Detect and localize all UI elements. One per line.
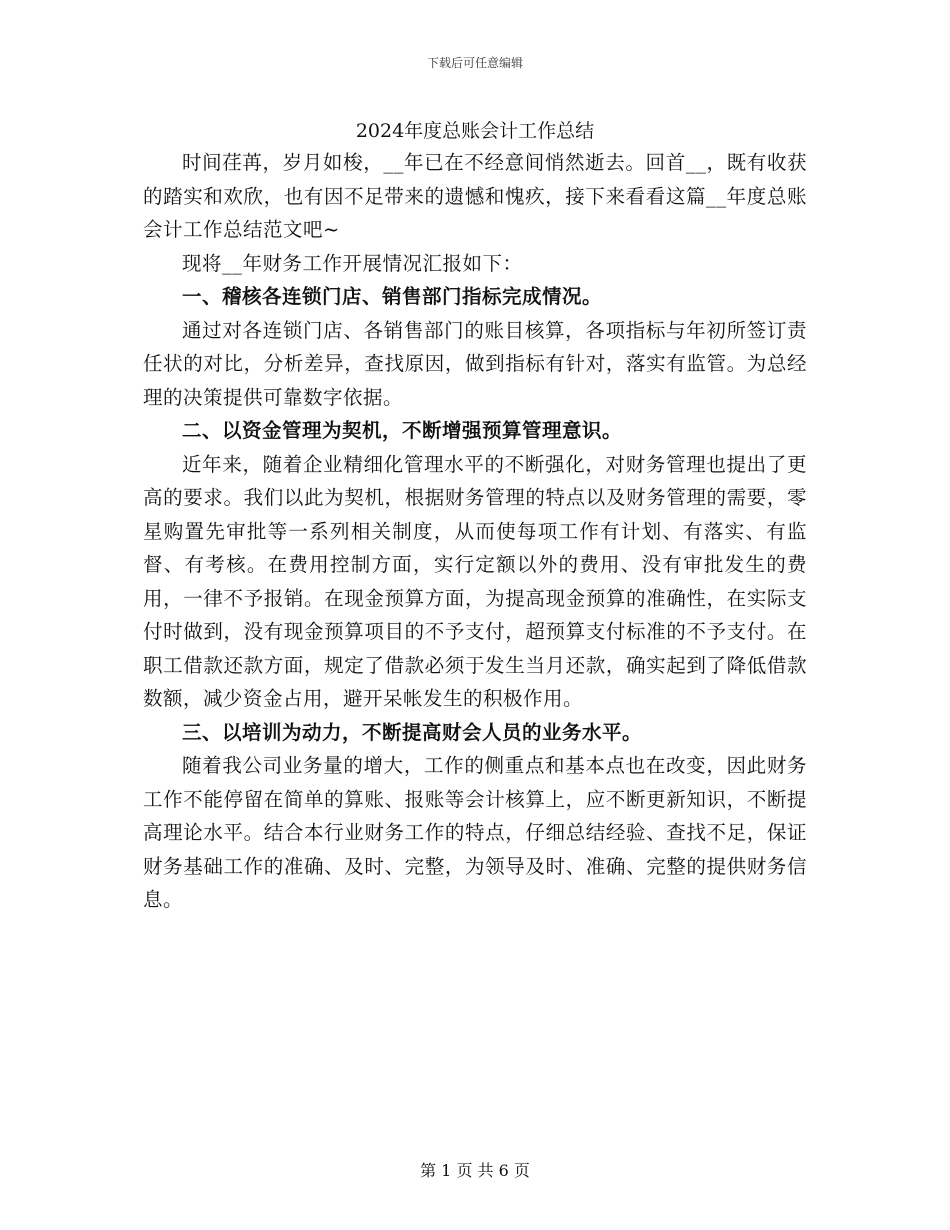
intro-paragraph: 时间荏苒，岁月如梭，__年已在不经意间悄然逝去。回首__，既有收获的踏实和欢欣，也有因不足带来的遗憾和愧疚，接下来看看这篇__年度总账会计工作总结范文吧~ <box>143 151 807 241</box>
header-note: 下载后可任意编辑 <box>426 56 523 70</box>
section-heading-3: 三、以培训为动力，不断提高财会人员的业务水平。 <box>182 720 643 744</box>
section-heading-1: 一、稽核各连锁门店、销售部门指标完成情况。 <box>182 285 603 308</box>
section-body-1: 通过对各连锁门店、各销售部门的账目核算，各项指标与年初所签订责任状的对比，分析差异，查找原因，做到指标有针对，落实有监管。为总经理的决策提供可靠数字依据。 <box>143 318 807 409</box>
document-title: 2024年度总账会计工作总结 <box>355 120 595 142</box>
section-body-3: 随着我公司业务量的增大，工作的侧重点和基本点也在改变，因此财务工作不能停留在简单的算账、报账等会计核算上，应不断更新知识，不断提高理论水平。结合本行业财务工作的特点，仔细总结经验、查找不足，保证财务基础工作的准确、及时、完整，为领导及时、准确、完整的提供财务信息。 <box>143 754 807 911</box>
section-heading-2: 二、以资金管理为契机，不断增强预算管理意识。 <box>182 419 623 442</box>
document-body <box>143 146 807 917</box>
lead-paragraph: 现将__年财务工作开展情况汇报如下： <box>182 251 523 275</box>
section-body-2: 近年来，随着企业精细化管理水平的不断强化，对财务管理也提出了更高的要求。我们以此为契机，根据财务管理的特点以及财务管理的需要，零星购置先审批等一系列相关制度，从而使每项工作有计划、有落实、有监督、有考核。在费用控制方面，实行定额以外的费用、没有审批发生的费用，一律不予报销。在现金预算方面，为提高现金预算的准确性，在实际支付时做到，没有现金预算项目的不予支付，超预算支付标准的不予支付。在职工借款还款方面，规定了借款必须于发生当月还款，确实起到了降低借款数额，减少资金占用，避开呆帐发生的积极作用。 <box>143 452 807 710</box>
page-number: 第 1 页 共 6 页 <box>420 1161 530 1180</box>
